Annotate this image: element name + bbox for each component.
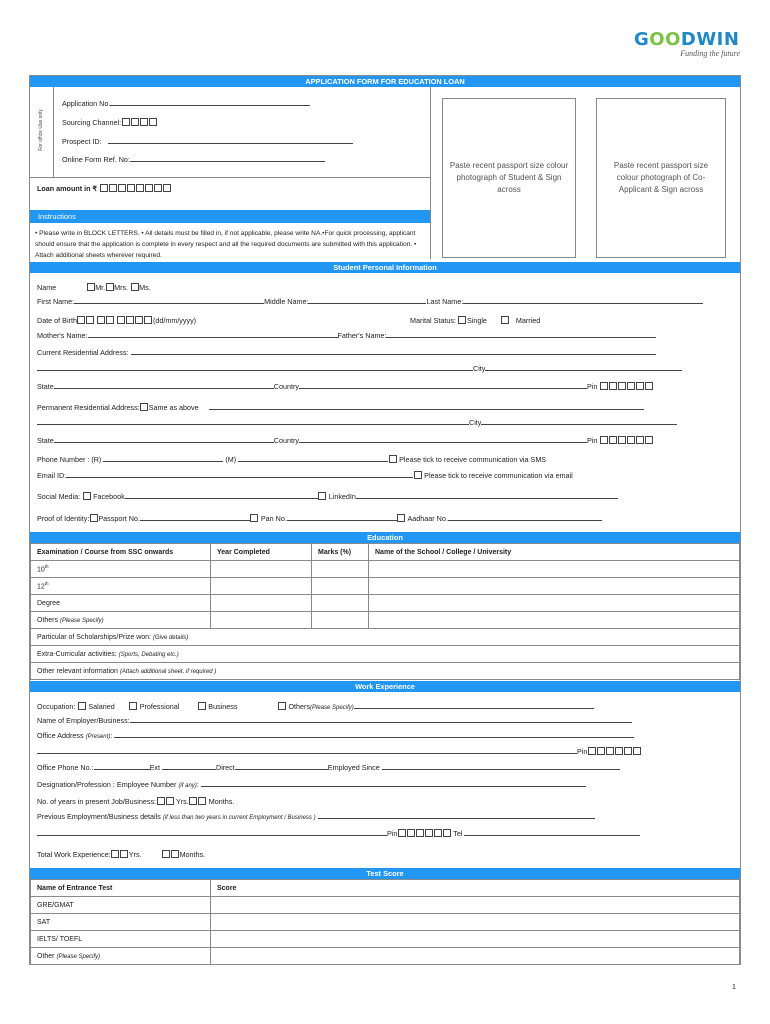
pin-box[interactable] [618,382,626,390]
office-phone-label: Office Phone No.: [37,763,94,772]
city-label: City [469,418,482,427]
logo-tagline: Funding the future [680,49,740,58]
sourcing-channel-label: Sourcing Channel: [62,118,122,127]
table-row [31,595,740,612]
prospect-id-field[interactable] [108,137,353,144]
table-cell[interactable] [312,561,369,578]
designation-label: Designation/Profession : Employee Number [37,780,177,789]
office-address-field[interactable] [114,731,634,738]
first-name-label: First Name: [37,297,75,306]
page-number: 1 [732,984,736,991]
pin-box[interactable] [645,382,653,390]
others-field[interactable] [354,702,594,709]
sms-tick-label: Please tick to receive communication via SMS [399,455,547,464]
aadhaar-label: Aadhaar No. [407,514,448,523]
dob-box[interactable] [117,316,125,324]
years-row [37,797,234,807]
country-label: Country [273,436,299,445]
total-months-box[interactable] [171,850,179,858]
pin-box[interactable] [597,747,605,755]
current-address-label: Current Residential Address: [37,348,129,357]
previous-note: (if less than two years in current Employment / Business ) [162,815,316,821]
please-specify-note: (Please Specify) [310,705,354,711]
facebook-field[interactable] [125,492,318,499]
application-no-row [62,99,310,109]
dob-label: Date of Birth [37,316,77,325]
professional-checkbox[interactable] [129,702,137,710]
sms-checkbox[interactable] [389,455,397,463]
current-address-row [37,348,656,358]
pin-box[interactable] [600,382,608,390]
goodwin-logo [634,30,740,60]
student-photo-text: Paste recent passport size colour photograph of Student & Sign across [449,161,569,194]
if-any-note: (if any) [178,783,197,789]
personal-heading: Student Personal Information [30,262,740,273]
others-checkbox[interactable] [278,702,286,710]
table-cell[interactable] [312,612,369,629]
test-table [30,879,740,965]
phone-label: Phone Number : (R) [37,455,102,464]
ext-label: Ext [149,763,160,772]
sourcing-box[interactable] [149,118,157,126]
designation-row: Designation/Profession : Employee Number (if any): [37,780,586,791]
please-specify-note: (Please Specify) [56,953,101,960]
linkedin-field[interactable] [356,492,618,499]
first-name-field[interactable] [74,297,264,304]
employed-since-label: Employed Since [327,763,380,772]
form-title: APPLICATION FORM FOR EDUCATION LOAN [30,76,740,87]
office-address-row: Office Address (Present): [37,731,634,742]
mother-field[interactable] [88,331,338,338]
phone-res-field[interactable] [103,455,223,462]
last-name-label: Last Name: [426,297,464,306]
pin-label: Pin [577,747,588,756]
mrs-checkbox[interactable] [106,283,114,291]
table-row [31,629,740,646]
linkedin-checkbox[interactable] [318,492,326,500]
table-header-row [31,880,740,897]
pin-box[interactable] [416,829,424,837]
table-cell[interactable] [211,578,312,595]
pin-label: Pin [586,382,598,391]
same-as-above-label: Same as above [148,403,199,412]
permanent-address-label: Permanent Residential Address: [37,403,140,412]
occupation-row [37,702,594,713]
pin-box[interactable] [627,436,635,444]
table-cell[interactable] [211,561,312,578]
single-label: Single [466,316,487,325]
logo-letter-g: G [634,29,650,50]
aadhaar-checkbox[interactable] [397,514,405,522]
pin-box[interactable] [600,436,608,444]
online-ref-row [62,155,325,165]
office-pin-row [37,747,641,757]
aadhaar-field[interactable] [448,514,602,521]
logo-letters-oo: OO [649,29,681,50]
middle-name-field[interactable] [308,297,426,304]
online-ref-label: Online Form Ref. No: [62,155,130,164]
row-label [31,948,211,965]
previous-pin-row [37,829,640,839]
years-box[interactable] [157,797,165,805]
row-label [31,578,211,595]
father-label: Father's Name: [337,331,387,340]
table-row [31,646,740,663]
pin-box[interactable] [609,436,617,444]
dob-box[interactable] [77,316,85,324]
other-info-cell[interactable] [31,663,740,680]
permanent-address-row [37,403,644,413]
country-field[interactable] [299,382,587,389]
permanent-address-field[interactable] [209,403,644,410]
please-specify-note: (Please Specify) [59,617,104,624]
state-label: State [37,382,54,391]
application-no-field[interactable] [110,99,310,106]
direct-label: Direct [216,763,235,772]
email-tick-label: Please tick to receive communication via email [424,471,573,480]
extra-label: Extra-Curricular activities: [37,650,117,658]
years-box[interactable] [166,797,174,805]
loan-amount-label: Loan amount in ₹ [37,184,98,193]
dob-box[interactable] [106,316,114,324]
logo-wordmark [634,30,740,50]
extra-note: (Sports, Debating etc.) [118,651,179,658]
mother-label: Mother's Name: [37,331,88,340]
middle-name-label: Middle Name: [264,297,309,306]
name-label: Name [37,283,57,292]
dob-box[interactable] [126,316,134,324]
table-cell[interactable] [312,578,369,595]
sourcing-box[interactable] [131,118,139,126]
total-months-box[interactable] [162,850,170,858]
table-cell[interactable] [211,612,312,629]
table-cell[interactable] [211,948,740,965]
row-label: Degree [31,595,211,612]
superscript: th [44,581,49,587]
row-label: SAT [31,914,211,931]
name-row [37,297,703,307]
pin-box[interactable] [434,829,442,837]
application-no-label: Application No. [62,99,111,108]
last-name-field[interactable] [463,297,703,304]
proof-label: Proof of Identity: [37,514,90,523]
country-field[interactable] [299,436,587,443]
pin-box[interactable] [636,382,644,390]
ms-label: Ms. [139,283,151,292]
sourcing-channel-row [62,118,157,128]
previous-line2[interactable] [37,829,387,836]
title-row [37,283,151,293]
marital-label: Marital Status: [410,316,456,325]
current-city-row [37,364,682,374]
table-row [31,612,740,629]
others-label: Others [37,616,59,624]
loan-digit-box[interactable] [154,184,162,192]
permanent-state-row [37,436,653,446]
pin-box[interactable] [609,382,617,390]
extra-curricular-cell[interactable] [31,646,740,663]
online-ref-field[interactable] [130,155,325,162]
office-use-label: For office Use only [38,109,44,151]
total-yrs-box[interactable] [120,850,128,858]
other-info-note: (Attach additional sheet, if required ) [119,668,217,675]
proof-row [37,514,602,524]
column-header: Examination / Course from SSC onwards [31,544,211,561]
state-field[interactable] [54,382,274,389]
passport-checkbox[interactable] [90,514,98,522]
row-label: IELTS/ TOEFL [31,931,211,948]
loan-digit-box[interactable] [109,184,117,192]
pin-box[interactable] [618,436,626,444]
father-field[interactable] [386,331,656,338]
mobile-field[interactable] [238,455,388,462]
instructions-heading: Instructions [30,210,430,223]
table-cell[interactable] [369,595,740,612]
superscript: th [44,564,49,570]
yrs-label: Yrs. [175,797,189,806]
divider [29,177,431,178]
pin-box[interactable] [425,829,433,837]
table-row [31,561,740,578]
years-label: No. of years in present Job/Business: [37,797,157,806]
country-label: Country [273,382,299,391]
test-heading: Test Score [30,868,740,879]
employer-row [37,716,632,726]
passport-field[interactable] [140,514,250,521]
pin-box[interactable] [588,747,596,755]
pin-box[interactable] [645,436,653,444]
pin-box[interactable] [627,382,635,390]
column-header: Score [211,880,740,897]
loan-digit-box[interactable] [136,184,144,192]
state-label: State [37,436,54,445]
table-row [31,897,740,914]
salaried-label: Salaried [88,702,115,711]
office-address-line2[interactable] [37,747,577,754]
direct-field[interactable] [235,763,328,770]
table-cell[interactable] [211,914,740,931]
divider [430,87,431,259]
single-checkbox[interactable] [458,316,466,324]
other-info-label: Other relevant information [37,667,118,675]
months-box[interactable] [189,797,197,805]
column-header: Name of Entrance Test [31,880,211,897]
table-row [31,578,740,595]
employed-since-field[interactable] [382,763,620,770]
table-cell[interactable] [369,578,740,595]
present-note: (Present) [85,734,111,740]
pan-field[interactable] [287,514,397,521]
marital-row [410,316,540,326]
office-address-label: Office Address [37,731,84,740]
pin-box[interactable] [443,829,451,837]
sourcing-box[interactable] [122,118,130,126]
dob-box[interactable] [86,316,94,324]
loan-digit-box[interactable] [145,184,153,192]
coapplicant-photo-box[interactable] [596,98,726,258]
prospect-id-label: Prospect ID: [62,137,102,146]
city-field[interactable] [485,364,682,371]
business-checkbox[interactable] [198,702,206,710]
current-address-line2[interactable] [37,364,473,371]
table-cell[interactable] [211,897,740,914]
scholarship-cell[interactable] [31,629,740,646]
education-table [30,543,740,680]
logo-letters-dwin: DWIN [680,29,740,50]
office-use-column [29,87,54,177]
row-label [31,561,211,578]
table-row [31,948,740,965]
others-label: Others [288,702,311,711]
coapplicant-photo-text: Paste recent passport size colour photograph of Co-Applicant & Sign across [613,161,709,194]
office-phone-row [37,763,620,773]
pin-box[interactable] [606,747,614,755]
pan-label: Pan No. [260,514,287,523]
email-checkbox[interactable] [414,471,422,479]
education-heading: Education [30,532,740,543]
pin-box[interactable] [624,747,632,755]
pin-box[interactable] [633,747,641,755]
mrs-label: Mrs. [114,283,129,292]
column-header: Name of the School / College / University [369,544,740,561]
permanent-address-line2[interactable] [37,418,469,425]
row-10-label: 10 [37,566,45,574]
married-checkbox[interactable] [501,316,509,324]
tel-label: Tel [453,829,463,838]
other-label: Other [37,952,55,960]
previous-label: Previous Employment/Business details [37,812,161,821]
ms-checkbox[interactable] [131,283,139,291]
professional-label: Professional [139,702,180,711]
table-cell[interactable] [211,931,740,948]
dob-format: (dd/mm/yyyy) [152,316,197,325]
pin-box[interactable] [398,829,406,837]
dob-box[interactable] [144,316,152,324]
ext-field[interactable] [162,763,216,770]
email-field[interactable] [66,471,413,478]
parents-row [37,331,656,341]
pin-label: Pin [387,829,398,838]
employer-field[interactable] [130,716,632,723]
column-header: Year Completed [211,544,312,561]
loan-digit-box[interactable] [118,184,126,192]
table-row [31,914,740,931]
total-label: Total Work Experience: [37,850,111,859]
phone-row [37,455,546,465]
scholarship-note: (Give details) [152,634,189,641]
mr-checkbox[interactable] [87,283,95,291]
student-photo-box[interactable] [442,98,576,258]
dob-box[interactable] [135,316,143,324]
loan-digit-box[interactable] [163,184,171,192]
dob-row [37,316,196,326]
pin-box[interactable] [615,747,623,755]
designation-field[interactable] [201,780,586,787]
work-heading: Work Experience [30,681,740,692]
passport-label: Passport No. [98,514,140,523]
row-label: GRE/GMAT [31,897,211,914]
previous-field[interactable] [318,812,595,819]
instructions-text: • Please write in BLOCK LETTERS. • All details must be filled in, if not applicable, please write NA.•For quick processing, applicant should ensure that the application is complete in every respect and all the required documents are submitted with this application. • Attach additional sheets wherever required. [35,230,417,259]
state-field[interactable] [54,436,274,443]
same-as-above-checkbox[interactable] [140,403,148,411]
dob-box[interactable] [97,316,105,324]
facebook-checkbox[interactable] [83,492,91,500]
employer-label: Name of Employer/Business: [37,716,130,725]
city-field[interactable] [481,418,677,425]
table-header-row [31,544,740,561]
total-experience-row [37,850,205,860]
months-label: Months. [208,797,235,806]
married-label: Married [515,316,541,325]
table-row [31,931,740,948]
table-cell[interactable] [369,612,740,629]
occupation-label: Occupation: [37,702,76,711]
table-cell[interactable] [312,595,369,612]
total-yrs-box[interactable] [111,850,119,858]
social-label: Social Media: [37,492,81,501]
table-cell[interactable] [369,561,740,578]
city-label: City [473,364,486,373]
loan-amount-row [37,184,171,194]
column-header: Marks (%) [312,544,369,561]
loan-digit-box[interactable] [127,184,135,192]
current-state-row [37,382,653,392]
row-label [31,612,211,629]
sourcing-box[interactable] [140,118,148,126]
pan-checkbox[interactable] [250,514,258,522]
mr-label: Mr. [95,283,106,292]
scholarship-label: Particular of Scholarships/Prize won: [37,633,151,641]
facebook-label: Facebook [93,492,125,501]
mobile-label: (M) [225,455,237,464]
tel-field[interactable] [464,829,640,836]
pin-box[interactable] [407,829,415,837]
salaried-checkbox[interactable] [78,702,86,710]
months-box[interactable] [198,797,206,805]
email-label: Email ID: [37,471,67,480]
total-yrs-label: Yrs. [128,850,142,859]
email-row [37,471,573,481]
previous-row [37,812,595,823]
row-12-label: 12 [37,583,45,591]
business-label: Business [208,702,238,711]
permanent-city-row [37,418,677,428]
current-address-field[interactable] [131,348,656,355]
table-cell[interactable] [211,595,312,612]
total-months-label: Months. [179,850,206,859]
loan-digit-box[interactable] [100,184,108,192]
pin-label: Pin [586,436,598,445]
prospect-id-row [62,137,353,147]
social-row [37,492,618,502]
office-phone-field[interactable] [94,763,150,770]
pin-box[interactable] [636,436,644,444]
table-row [31,663,740,680]
linkedin-label: LinkedIn [328,492,356,501]
